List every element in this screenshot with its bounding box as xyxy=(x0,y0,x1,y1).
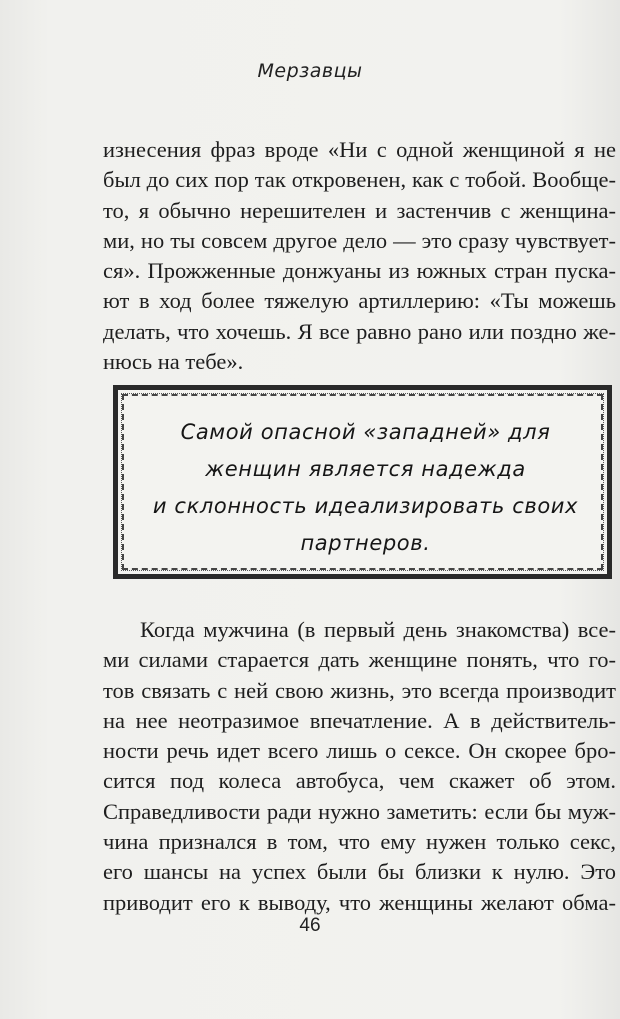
text-line: чина признался в том, что ему нужен только секс, xyxy=(103,829,616,855)
page-number: 46 xyxy=(299,915,321,936)
text-line: ми, но ты совсем другое дело — это сразу чувствует- xyxy=(103,227,616,253)
running-head: Мерзавцы xyxy=(257,60,363,82)
text-line: тов связать с ней свою жизнь, это всегда производит xyxy=(103,677,616,703)
text-line: то, я обычно нерешителен и застенчив с женщина- xyxy=(103,197,616,223)
pull-quote-text xyxy=(132,414,599,562)
text-line: нюсь на тебе». xyxy=(103,349,244,375)
text-line: был до сих пор так откровенен, как с тобой. Вообще- xyxy=(103,167,616,193)
text-line: ся». Прожженные донжуаны из южных стран пуска- xyxy=(103,258,616,284)
text-line: ми силами старается дать женщине понять, что го- xyxy=(103,647,616,673)
text-line: ют в ход более тяжелую артиллерию: «Ты можешь xyxy=(103,288,616,314)
text-line: Когда мужчина (в первый день знакомства) все- xyxy=(140,617,616,642)
text-line: его шансы на успех были бы близки к нулю. Это xyxy=(103,859,616,885)
quote-line: женщин является надежда xyxy=(205,457,526,481)
text-line: Справедливости ради нужно заметить: если бы муж- xyxy=(103,798,616,824)
text-line: приводит его к выводу, что женщины желают обма- xyxy=(103,889,616,915)
text-line: изнесения фраз вроде «Ни с одной женщиной я не xyxy=(103,137,616,162)
paragraph xyxy=(103,615,616,918)
text-line: сится под колеса автобуса, чем скажет об этом. xyxy=(103,768,616,794)
text-line: ности речь идет всего лишь о сексе. Он скорее бро- xyxy=(103,738,616,764)
quote-line: Самой опасной «западней» для xyxy=(180,420,551,444)
paragraph-continued xyxy=(103,135,616,377)
pull-quote-box xyxy=(113,385,612,579)
quote-line: и склонность идеализировать своих xyxy=(152,494,579,518)
quote-line: партнеров. xyxy=(300,531,431,555)
text-line: делать, что хочешь. Я все равно рано или поздно же- xyxy=(103,318,616,344)
text-line: на нее неотразимое впечатление. А в действитель- xyxy=(103,707,616,733)
